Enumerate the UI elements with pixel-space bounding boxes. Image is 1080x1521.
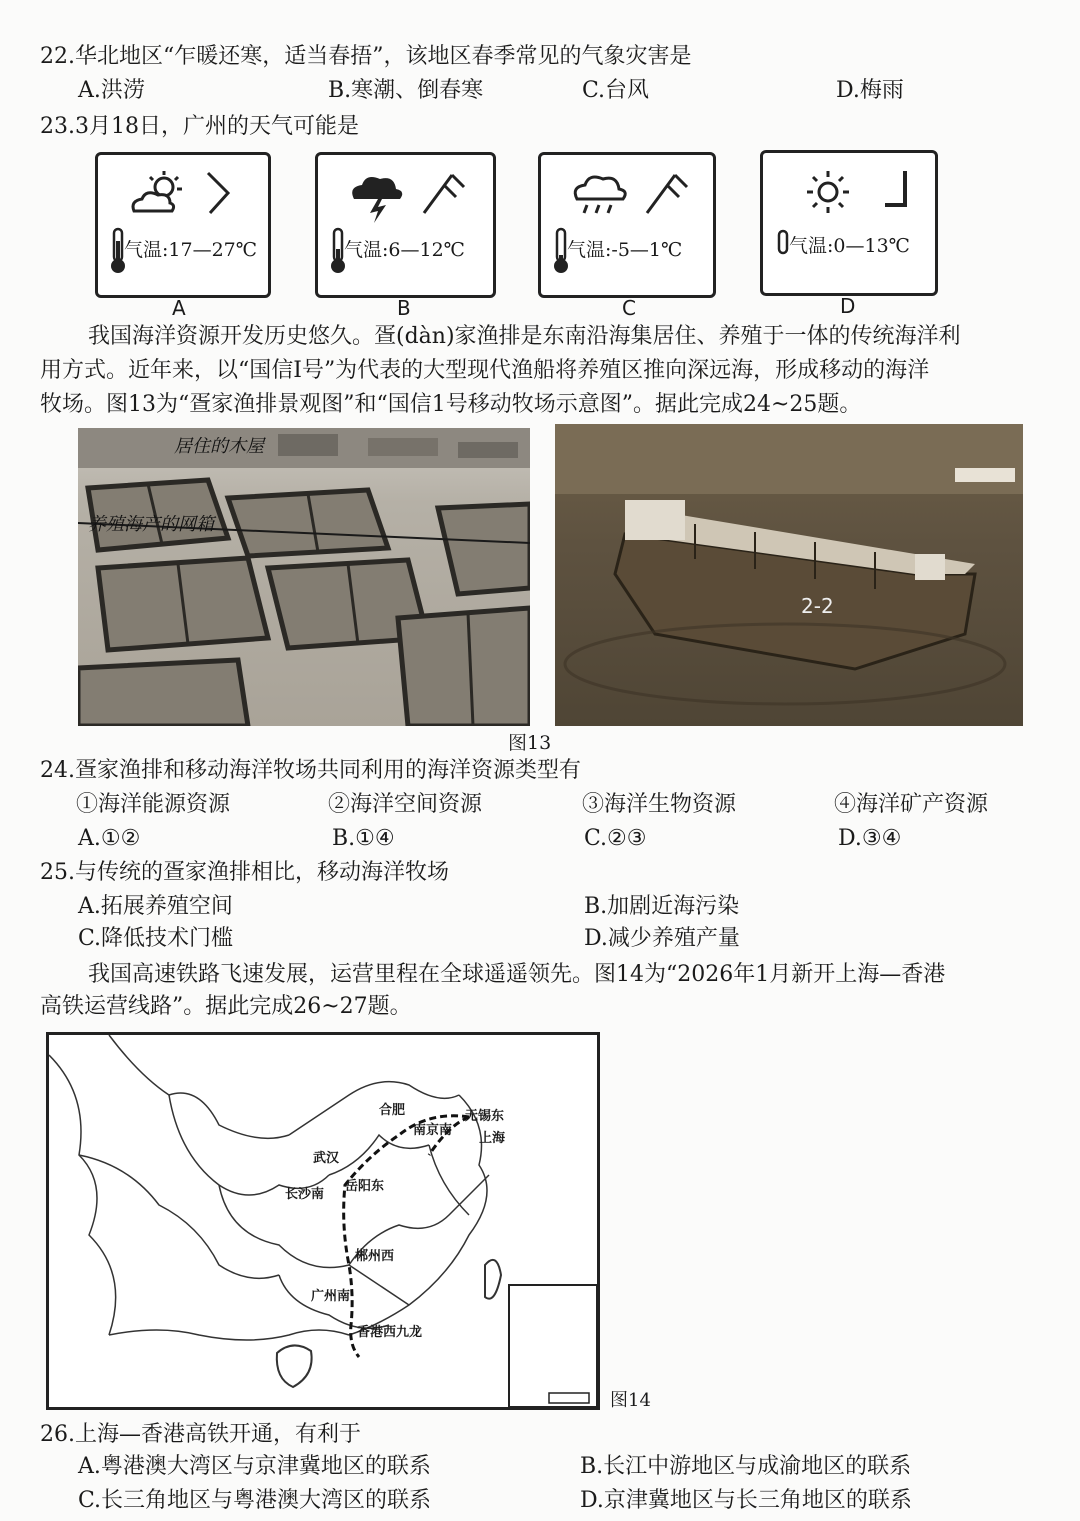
city-xianggangxijiulong: 香港西九龙 <box>357 1325 423 1340</box>
q26-option-c[interactable]: C.长三角地区与粤港澳大湾区的联系 <box>78 1488 432 1513</box>
city-changshanan: 长沙南 <box>285 1187 325 1202</box>
q25-option-d[interactable]: D.减少养殖产量 <box>584 926 740 951</box>
q24-item-2: ②海洋空间资源 <box>328 792 483 817</box>
weather-card-a[interactable] <box>95 152 271 298</box>
thunderstorm-icon <box>348 169 408 223</box>
map-illustration <box>49 1035 597 1407</box>
weather-card-a-label: A <box>172 296 186 320</box>
passage2-line-1: 我国高速铁路飞速发展，运营里程在全球遥遥领先。图14为“2026年1月新开上海—香港 <box>88 962 946 987</box>
ship-number: 2-2 <box>801 594 834 618</box>
q25-option-c[interactable]: C.降低技术门槛 <box>78 926 234 951</box>
weather-card-b-temp: 气温:6—12℃ <box>344 239 465 261</box>
q24-option-c[interactable]: C.②③ <box>584 826 647 851</box>
q22-stem: 22.华北地区“乍暖还寒，适当春捂”，该地区春季常见的气象灾害是 <box>40 44 692 69</box>
q26-option-b[interactable]: B.长江中游地区与成渝地区的联系 <box>580 1454 912 1479</box>
q24-item-4: ④海洋矿产资源 <box>834 792 989 817</box>
weather-card-c-label: C <box>622 296 636 320</box>
q22-option-c[interactable]: C.台风 <box>582 78 650 103</box>
q26-stem: 26.上海—香港高铁开通，有利于 <box>40 1422 361 1447</box>
q24-option-d[interactable]: D.③④ <box>838 826 902 851</box>
weather-card-d-temp: 气温:0—13℃ <box>789 235 910 257</box>
wind-barb-icon <box>418 167 478 217</box>
q25-option-b[interactable]: B.加剧近海污染 <box>584 894 740 919</box>
q24-item-3: ③海洋生物资源 <box>582 792 737 817</box>
city-chenzhouxi: 郴州西 <box>355 1249 395 1264</box>
weather-card-d[interactable] <box>760 150 938 296</box>
city-hefei: 合肥 <box>379 1103 406 1118</box>
q24-item-1: ①海洋能源资源 <box>76 792 231 817</box>
q24-stem: 24.疍家渔排和移动海洋牧场共同利用的海洋资源类型有 <box>40 758 581 783</box>
city-guangzhounan: 广州南 <box>311 1289 351 1304</box>
weather-card-c-temp: 气温:-5—1℃ <box>567 239 683 261</box>
weather-card-a-temp: 气温:17—27℃ <box>124 239 258 261</box>
ranch-ship-photo <box>555 424 1023 726</box>
q24-option-a[interactable]: A.①② <box>78 826 141 851</box>
passage1-line-3: 牧场。图13为“疍家渔排景观图”和“国信1号移动牧场示意图”。据此完成24~25题。 <box>40 392 862 417</box>
q22-option-a[interactable]: A.洪涝 <box>78 78 145 103</box>
fishing-raft-photo <box>78 428 530 726</box>
weather-card-d-label: D <box>840 294 856 318</box>
q26-option-a[interactable]: A.粤港澳大湾区与京津冀地区的联系 <box>78 1454 431 1479</box>
city-wuhan: 武汉 <box>313 1151 340 1166</box>
raft-illustration <box>78 428 530 726</box>
city-shanghai: 上海 <box>479 1131 506 1146</box>
wind-barb-icon <box>875 165 925 215</box>
q24-option-b[interactable]: B.①④ <box>332 826 395 851</box>
annotation-cage: 养殖海产的网箱 <box>88 514 214 535</box>
ship-illustration <box>555 424 1023 726</box>
q25-option-a[interactable]: A.拓展养殖空间 <box>78 894 233 919</box>
q22-option-b[interactable]: B.寒潮、倒春寒 <box>328 78 484 103</box>
figure14-caption: 图14 <box>610 1390 651 1411</box>
q25-stem: 25.与传统的疍家渔排相比，移动海洋牧场 <box>40 860 449 885</box>
weather-card-b-label: B <box>397 296 411 320</box>
partly-cloudy-icon <box>128 169 188 219</box>
weather-card-c[interactable] <box>538 152 716 298</box>
wind-barb-icon <box>641 167 701 217</box>
railway-map <box>46 1032 600 1410</box>
city-wuxidong: 无锡东 <box>465 1109 505 1124</box>
sunny-icon <box>803 167 853 217</box>
passage1-line-2: 用方式。近年来，以“国信Ⅰ号”为代表的大型现代渔船将养殖区推向深远海，形成移动的海洋 <box>40 358 930 383</box>
rain-icon <box>571 169 631 223</box>
passage1-line-1: 我国海洋资源开发历史悠久。疍(dàn)家渔排是东南沿海集居住、养殖于一体的传统海洋利 <box>88 324 961 349</box>
weather-card-b[interactable] <box>315 152 496 298</box>
q23-stem: 23.3月18日，广州的天气可能是 <box>40 114 359 139</box>
passage2-line-2: 高铁运营线路”。据此完成26~27题。 <box>40 994 412 1019</box>
city-yueyangdong: 岳阳东 <box>345 1179 385 1194</box>
wind-barb-icon <box>198 167 248 217</box>
q26-option-d[interactable]: D.京津冀地区与长三角地区的联系 <box>580 1488 912 1513</box>
figure13-caption: 图13 <box>508 732 552 754</box>
city-nanjingnan: 南京南 <box>413 1123 453 1138</box>
q22-option-d[interactable]: D.梅雨 <box>836 78 904 103</box>
annotation-house: 居住的木屋 <box>174 436 264 457</box>
